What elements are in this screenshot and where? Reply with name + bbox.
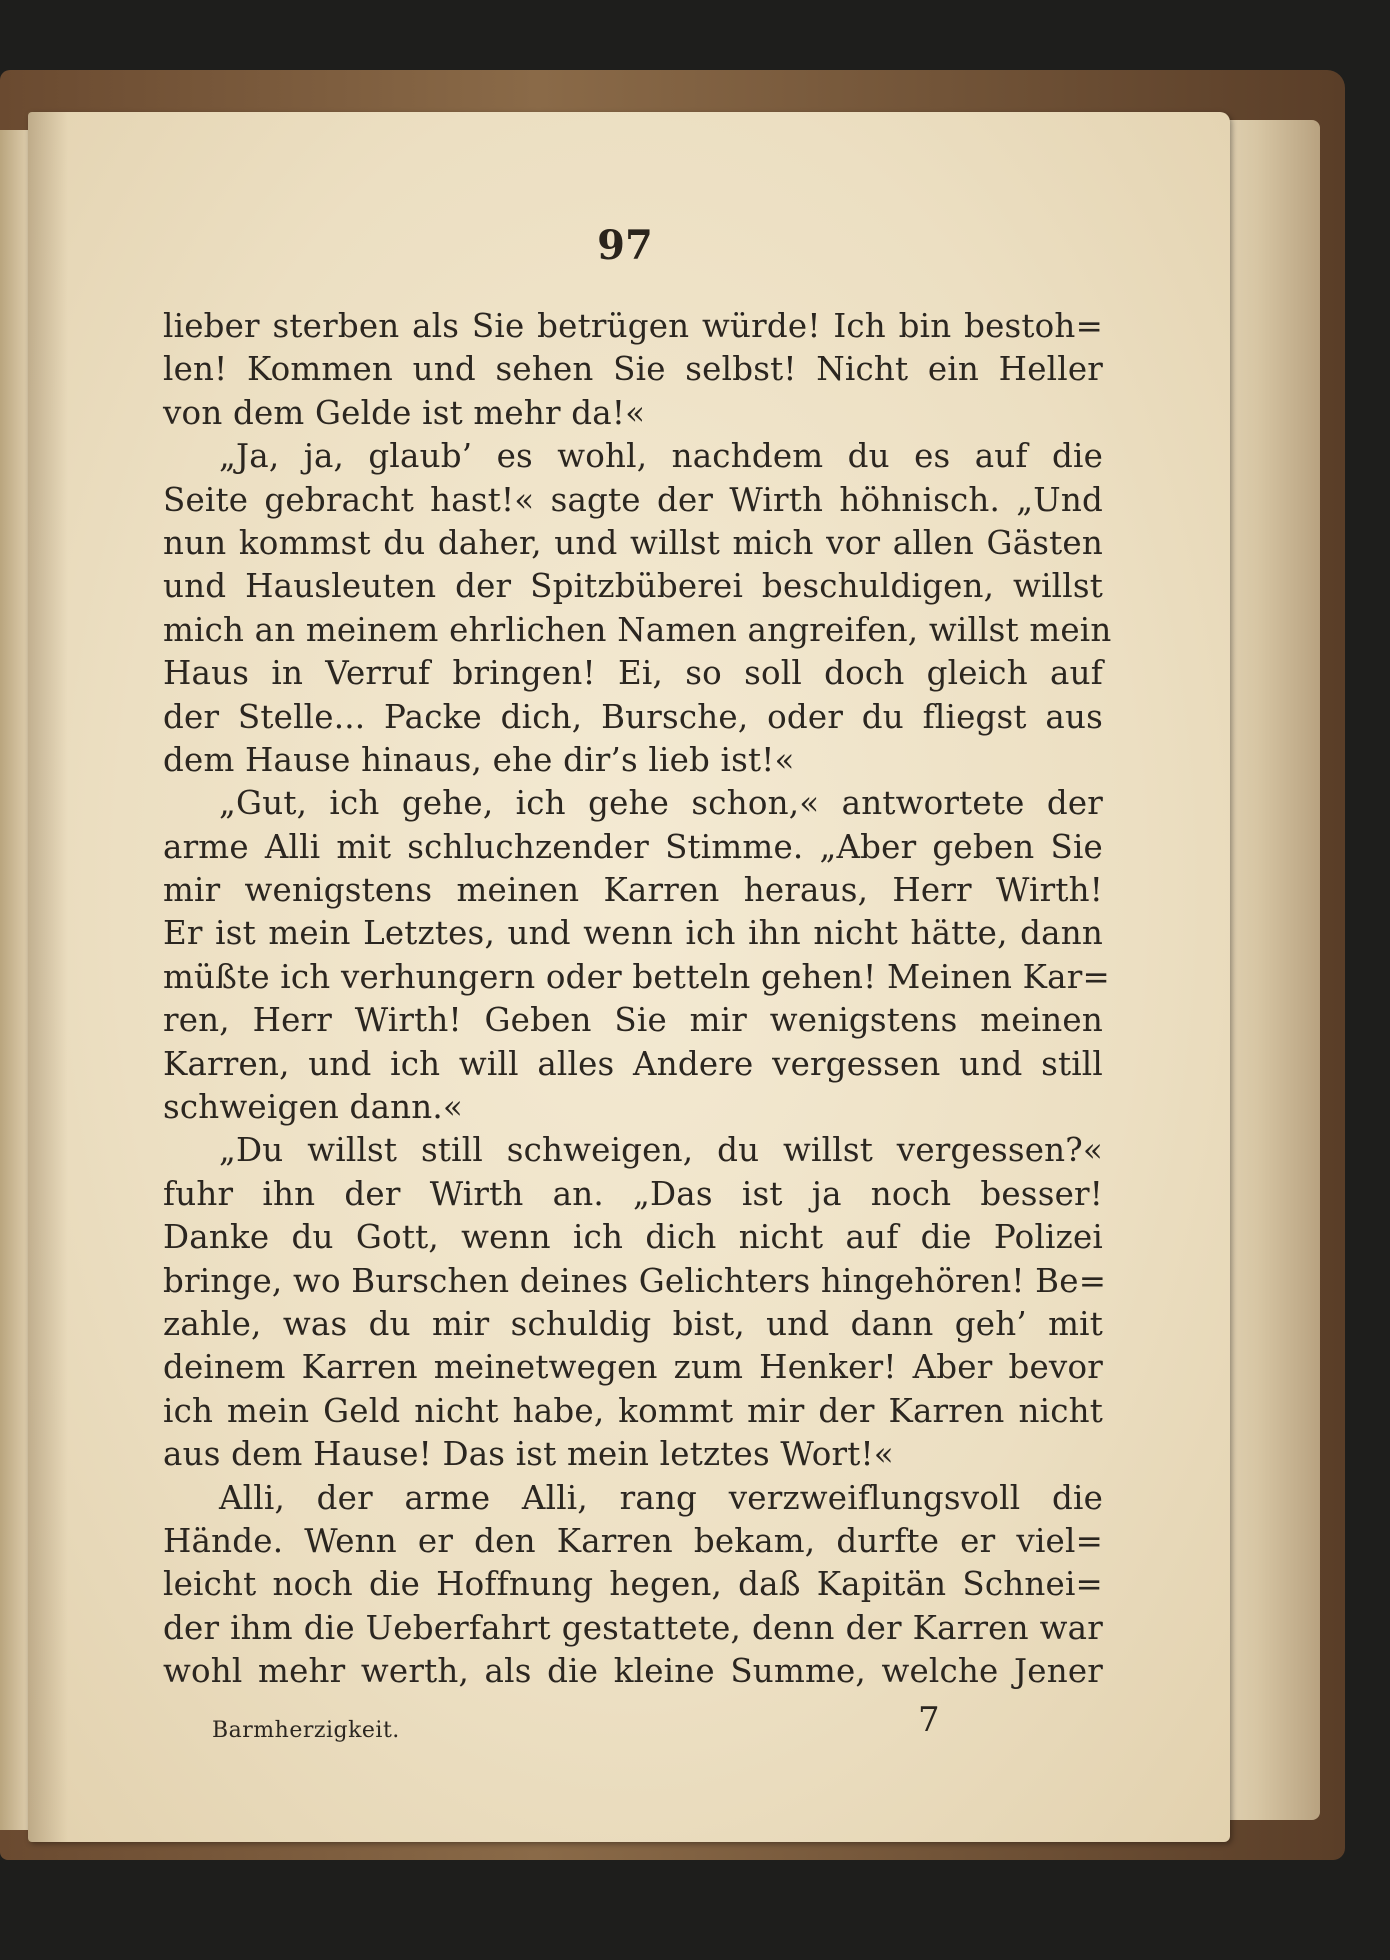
text-line: mich an meinem ehrlichen Namen angreifen, willst mein [163, 610, 1112, 649]
text-line: der ihm die Ueberfahrt gestattete, denn der Karren war [163, 1608, 1103, 1647]
text-line: „Ja, ja, glaub’ es wohl, nachdem du es auf die [219, 437, 1103, 476]
text-line: schweigen dann.« [163, 1088, 464, 1127]
text-line: von dem Gelde ist mehr da!« [163, 393, 646, 432]
page-number: 97 [597, 222, 653, 269]
text-line: Haus in Verruf bringen! Ei, so soll doch gleich auf [163, 654, 1103, 693]
text-line: arme Alli mit schluchzender Stimme. „Aber geben Sie [163, 827, 1103, 866]
text-line: müßte ich verhungern oder betteln gehen! Meinen Kar= [163, 957, 1110, 996]
text-line: und Hausleuten der Spitzbüberei beschuldigen, willst [163, 567, 1103, 606]
text-line: lieber sterben als Sie betrügen würde! Ich bin bestoh= [163, 307, 1103, 345]
text-line: deinem Karren meinetwegen zum Henker! Aber bevor [163, 1348, 1103, 1387]
text-line: Danke du Gott, wenn ich dich nicht auf die Polizei [163, 1218, 1103, 1257]
text-line: „Du willst still schweigen, du willst vergessen?« [219, 1131, 1103, 1170]
text-line: ich mein Geld nicht habe, kommt mir der Karren nicht [163, 1391, 1103, 1430]
text-line: Hände. Wenn er den Karren bekam, durfte er viel= [163, 1521, 1103, 1560]
text-line: len! Kommen und sehen Sie selbst! Nicht ein Heller [163, 350, 1103, 389]
text-line: aus dem Hause! Das ist mein letztes Wort!« [163, 1435, 894, 1474]
text-line: fuhr ihn der Wirth an. „Das ist ja noch besser! [163, 1174, 1103, 1213]
text-line: wohl mehr werth, als die kleine Summe, welche Jener [163, 1652, 1103, 1691]
text-line: ren, Herr Wirth! Geben Sie mir wenigstens meinen [163, 1001, 1103, 1040]
text-line: der Stelle... Packe dich, Bursche, oder du fliegst aus [163, 697, 1103, 736]
text-line: Alli, der arme Alli, rang verzweiflungsvoll die [219, 1478, 1103, 1517]
text-line: Karren, und ich will alles Andere vergessen und still [163, 1044, 1103, 1083]
text-line: mir wenigstens meinen Karren heraus, Herr Wirth! [163, 871, 1103, 910]
text-line: Er ist mein Letztes, und wenn ich ihn nicht hätte, dann [163, 914, 1103, 953]
text-line: dem Hause hinaus, ehe dir’s lieb ist!« [163, 740, 795, 779]
footer-sheet-number: 7 [918, 1700, 940, 1740]
text-line: „Gut, ich gehe, ich gehe schon,« antwortete der [219, 784, 1103, 823]
text-line: Seite gebracht hast!« sagte der Wirth höhnisch. „Und [163, 480, 1103, 519]
text-line: zahle, was du mir schuldig bist, und dann geh’ mit [163, 1304, 1103, 1343]
body-text [163, 305, 1112, 1694]
text-line: leicht noch die Hoffnung hegen, daß Kapitän Schnei= [163, 1565, 1103, 1604]
footer-signature: Barmherzigkeit. [212, 1718, 400, 1743]
text-line: nun kommst du daher, und willst mich vor allen Gästen [163, 523, 1103, 562]
text-line: bringe, wo Burschen deines Gelichters hingehören! Be= [163, 1261, 1107, 1300]
